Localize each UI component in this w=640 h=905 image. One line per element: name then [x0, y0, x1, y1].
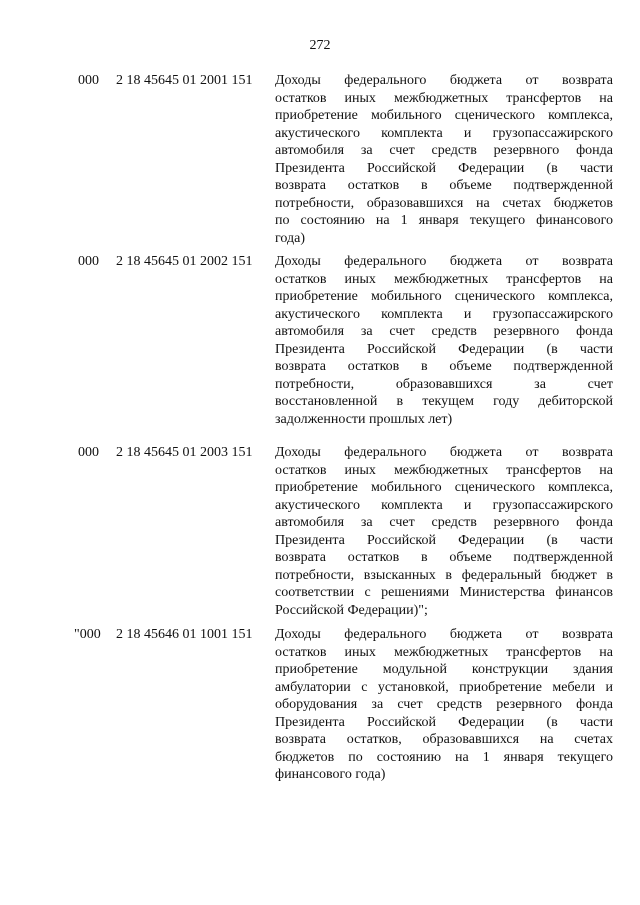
- description-line: приобретение мобильного сценического комплекса,: [275, 289, 613, 304]
- kbk-code: 2 18 45645 01 2003 151: [116, 445, 253, 460]
- description-line: финансового года): [275, 767, 386, 782]
- description-line: возврата остатков, образовавшихся на счетах: [275, 732, 613, 747]
- description-line: оборудования за счет средств резервного фонда: [275, 697, 613, 712]
- entry-description: [275, 626, 613, 784]
- admin-code: "000: [74, 627, 101, 642]
- description-line: остатков иных межбюджетных трансфертов на: [275, 271, 613, 287]
- description-line: остатков иных межбюджетных трансфертов на: [275, 90, 613, 106]
- description-line: по состоянию на 1 января текущего финансового: [275, 213, 613, 228]
- kbk-code: 2 18 45645 01 2002 151: [116, 254, 253, 269]
- admin-code: 000: [78, 73, 99, 88]
- admin-code: 000: [78, 254, 99, 269]
- description-line: приобретение модульной конструкции здания: [275, 662, 613, 677]
- description-line: амбулатории с установкой, приобретение мебели и: [275, 679, 613, 695]
- description-line: бюджетов по состоянию на 1 января текущего: [275, 749, 613, 765]
- description-line: Президента Российской Федерации (в части: [275, 714, 613, 730]
- description-line: остатков иных межбюджетных трансфертов на: [275, 644, 613, 660]
- kbk-code: 2 18 45646 01 1001 151: [116, 627, 253, 642]
- description-line: возврата остатков в объеме подтвержденной: [275, 178, 613, 193]
- description-line: года): [275, 230, 305, 246]
- description-line: автомобиля за счет средств резервного фонда: [275, 143, 613, 158]
- description-line: потребности, образовавшихся на счетах бюджетов: [275, 195, 613, 211]
- description-line: приобретение мобильного сценического комплекса,: [275, 480, 613, 495]
- description-line: Российской Федерации)";: [275, 602, 428, 618]
- description-line: акустического комплекта и грузопассажирского: [275, 497, 613, 513]
- description-line: Доходы федерального бюджета от возврата: [275, 254, 613, 269]
- page-number: 272: [309, 38, 331, 53]
- description-line: акустического комплекта и грузопассажирского: [275, 125, 613, 141]
- description-line: соответствии с решениями Министерства финансов: [275, 585, 613, 600]
- description-line: задолженности прошлых лет): [275, 411, 453, 427]
- kbk-code: 2 18 45645 01 2001 151: [116, 73, 253, 88]
- entry-description: [275, 444, 613, 619]
- description-line: потребности, взысканных в федеральный бюджет в: [275, 567, 613, 583]
- description-line: автомобиля за счет средств резервного фонда: [275, 515, 613, 530]
- description-line: приобретение мобильного сценического комплекса,: [275, 108, 613, 123]
- entry-description: [275, 253, 613, 428]
- description-line: акустического комплекта и грузопассажирского: [275, 306, 613, 322]
- description-line: остатков иных межбюджетных трансфертов на: [275, 462, 613, 478]
- description-line: Доходы федерального бюджета от возврата: [275, 445, 613, 460]
- description-line: возврата остатков в объеме подтвержденной: [275, 550, 613, 565]
- description-line: Президента Российской Федерации (в части: [275, 160, 613, 176]
- description-line: автомобиля за счет средств резервного фонда: [275, 324, 613, 339]
- description-line: потребности, образовавшихся за счет: [275, 376, 613, 392]
- description-line: Доходы федерального бюджета от возврата: [275, 73, 613, 88]
- description-line: Президента Российской Федерации (в части: [275, 532, 613, 548]
- entry-description: [275, 72, 613, 247]
- description-line: восстановленной в текущем году дебиторской: [275, 394, 613, 409]
- description-line: Доходы федерального бюджета от возврата: [275, 627, 613, 642]
- description-line: Президента Российской Федерации (в части: [275, 341, 613, 357]
- admin-code: 000: [78, 445, 99, 460]
- description-line: возврата остатков в объеме подтвержденной: [275, 359, 613, 374]
